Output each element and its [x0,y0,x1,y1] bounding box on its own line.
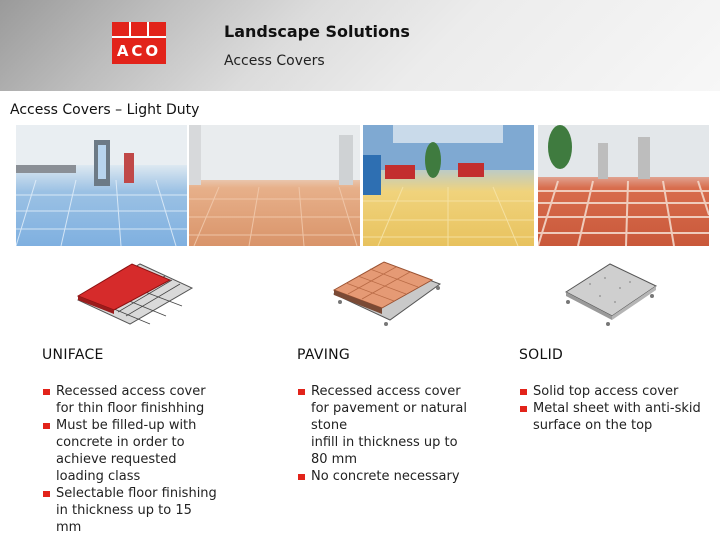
solid-cover-illustration [560,258,660,330]
list-item: Solid top access cover [519,383,717,400]
list-item: Recessed access cover for pavement or natural stone infill in thickness up to 80 mm [297,383,497,468]
logo-text: ACO [116,42,162,60]
list-item: Recessed access cover for thin floor finishhing [42,383,242,417]
header-banner [0,0,720,91]
list-item: Selectable floor finishing in thickness up to 15 mm [42,485,242,536]
solid-bullet-list [519,383,717,434]
uniface-title: UNIFACE [42,347,104,363]
logo-bars [112,22,166,36]
uniface-bullet-list [42,383,242,536]
tiled-floor-blue-photo [16,125,187,246]
paving-bullet-list [297,383,497,485]
solid-title: SOLID [519,347,564,363]
paving-cover-illustration [320,258,450,330]
section-title: Access Covers – Light Duty [10,102,200,118]
tiled-floor-peach-photo [189,125,360,246]
list-item: Metal sheet with anti-skid surface on the top [519,400,717,434]
tiled-floor-yellow-photo [363,125,534,246]
uniface-cover-illustration [70,258,200,330]
aco-logo [112,22,166,64]
page-subtitle: Access Covers [224,53,325,69]
tiled-floor-red-pattern-photo [538,125,709,246]
list-item: No concrete necessary [297,468,497,485]
paving-title: PAVING [297,347,351,363]
page-title: Landscape Solutions [224,22,410,41]
list-item: Must be filled-up with concrete in order to achieve requested loading class [42,417,242,485]
